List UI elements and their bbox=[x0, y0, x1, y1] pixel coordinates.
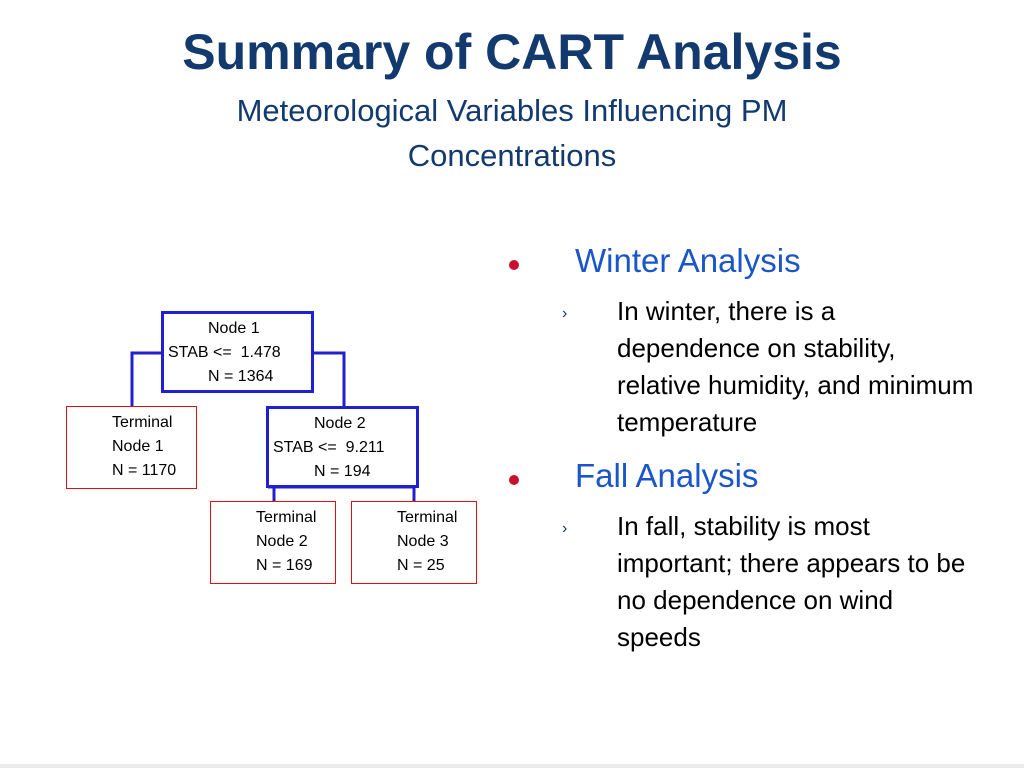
winter-analysis-text: In winter, there is a dependence on stability, relative humidity, and minimum temperature bbox=[617, 296, 974, 437]
terminal3-label: Terminal bbox=[397, 509, 458, 526]
winter-analysis-heading: Winter Analysis bbox=[575, 242, 801, 279]
red-dot-icon bbox=[509, 475, 519, 485]
connector-node2-terminal3 bbox=[268, 487, 414, 501]
terminal3-count: N = 25 bbox=[397, 557, 445, 574]
terminal-node-3 bbox=[351, 501, 477, 584]
terminal1-name: Node 1 bbox=[112, 438, 164, 455]
subtitle-line-2: Concentrations bbox=[407, 138, 617, 173]
red-dot-icon bbox=[509, 260, 519, 270]
node2-condition: STAB <= 9.211 bbox=[273, 439, 385, 456]
connector-node1-node2 bbox=[313, 353, 344, 407]
subtitle-line-1: Meteorological Variables Influencing PM bbox=[236, 93, 788, 128]
connector-node1-terminal1 bbox=[132, 353, 162, 407]
connector-node2-terminal2 bbox=[268, 487, 274, 501]
triangle-right-icon: › bbox=[562, 305, 568, 322]
tree-node-2 bbox=[266, 406, 419, 488]
fall-analysis-text: In fall, stability is most important; there appears to be no dependence on wind speeds bbox=[617, 511, 966, 652]
terminal3-name: Node 3 bbox=[397, 533, 449, 550]
terminal2-label: Terminal bbox=[256, 509, 317, 526]
node2-count: N = 194 bbox=[314, 463, 371, 480]
terminal1-label: Terminal bbox=[112, 414, 173, 431]
triangle-right-icon: › bbox=[562, 520, 568, 537]
node1-label: Node 1 bbox=[208, 320, 260, 337]
terminal1-count: N = 1170 bbox=[112, 462, 177, 479]
tree-node-1 bbox=[161, 311, 314, 393]
terminal2-count: N = 169 bbox=[256, 557, 313, 574]
terminal-node-2 bbox=[210, 501, 336, 584]
node1-condition: STAB <= 1.478 bbox=[168, 344, 281, 361]
slide-title: Summary of CART Analysis bbox=[182, 24, 842, 80]
node2-label: Node 2 bbox=[314, 415, 366, 432]
footer-divider bbox=[0, 764, 1024, 768]
node1-count: N = 1364 bbox=[208, 368, 274, 385]
fall-analysis-heading: Fall Analysis bbox=[575, 457, 759, 494]
terminal-node-1 bbox=[66, 406, 197, 489]
terminal2-name: Node 2 bbox=[256, 533, 308, 550]
